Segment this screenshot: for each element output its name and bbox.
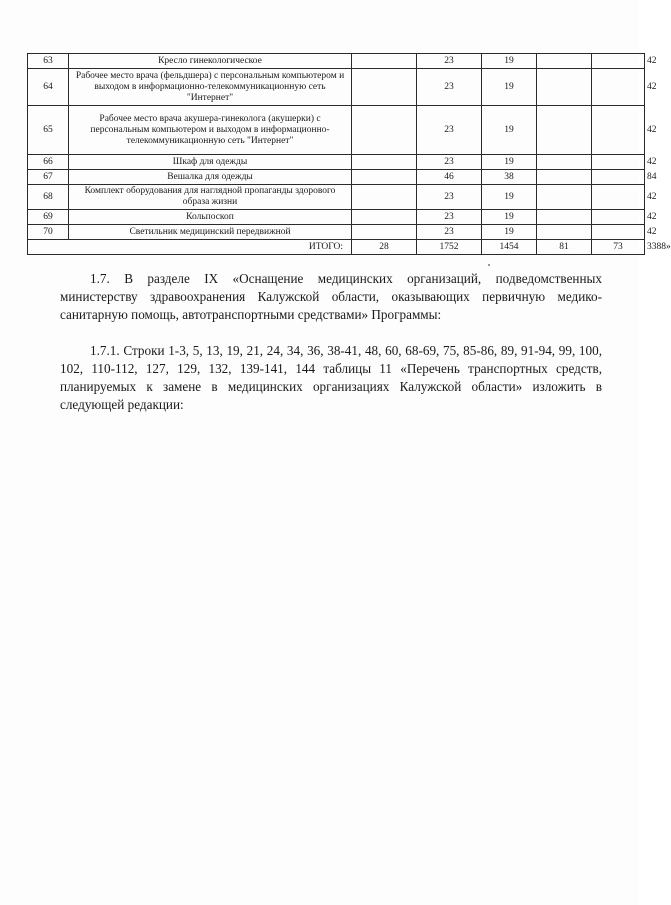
row-col-e	[592, 225, 645, 240]
row-name: Рабочее место врача (фельдшера) с персональным компьютером и выходом в информационно-телекоммуникационную сеть "Интернет"	[69, 69, 352, 106]
row-col-d	[537, 185, 592, 210]
row-col-d	[537, 155, 592, 170]
row-col-d	[537, 225, 592, 240]
row-col-a	[352, 185, 417, 210]
row-col-b: 23	[417, 106, 482, 155]
row-col-e	[592, 210, 645, 225]
row-name: Кольпоскоп	[69, 210, 352, 225]
row-name: Комплект оборудования для наглядной пропаганды здорового образа жизни	[69, 185, 352, 210]
row-name: Вешалка для одежды	[69, 170, 352, 185]
row-col-b: 23	[417, 54, 482, 69]
paragraph-1-7: 1.7. В разделе IX «Оснащение медицинских организаций, подведомственных министерству здравоохранения Калужской области, оказывающих первичную медико-санитарную помощь, автотранспортными средствами» Программы:	[60, 271, 602, 322]
row-name: Кресло гинекологическое	[69, 54, 352, 69]
paragraph-1-7-1: 1.7.1. Строки 1-3, 5, 13, 19, 21, 24, 34, 36, 38-41, 48, 60, 68-69, 75, 85-86, 89, 91-94, 99, 100, 102, 110-112, 127, 129, 132, 139-141, 144 таблицы 11 «Перечень транспортных средств, планируемых к замене в медицинских организациях Калужской области» изложить в следующей редакции:	[60, 343, 602, 412]
table-row: 63 Кресло гинекологическое 23 19 42	[28, 54, 645, 69]
row-number: 67	[28, 170, 69, 185]
table-row: 66 Шкаф для одежды 23 19 42	[28, 155, 645, 170]
row-col-c: 19	[482, 106, 537, 155]
row-col-e	[592, 155, 645, 170]
table-row: 65 Рабочее место врача акушера-гинеколога (акушерки) с персональным компьютером и выходом в информационно-телекоммуникационную сеть "Интернет" 23 19 42	[28, 106, 645, 155]
scan-speck	[488, 264, 490, 266]
row-col-e	[592, 54, 645, 69]
total-col-d: 81	[537, 240, 592, 255]
row-col-a	[352, 225, 417, 240]
table-row: 69 Кольпоскоп 23 19 42	[28, 210, 645, 225]
total-col-a: 28	[352, 240, 417, 255]
row-col-a	[352, 210, 417, 225]
row-col-b: 23	[417, 185, 482, 210]
row-col-c: 19	[482, 185, 537, 210]
row-number: 63	[28, 54, 69, 69]
total-col-e: 73	[592, 240, 645, 255]
row-number: 64	[28, 69, 69, 106]
row-col-c: 19	[482, 54, 537, 69]
equipment-table	[27, 53, 671, 255]
row-col-d	[537, 54, 592, 69]
row-name: Светильник медицинский передвижной	[69, 225, 352, 240]
row-col-b: 23	[417, 69, 482, 106]
row-number: 68	[28, 185, 69, 210]
equipment-table-body	[28, 54, 671, 255]
row-col-c: 38	[482, 170, 537, 185]
table-row: 67 Вешалка для одежды 46 38 84	[28, 170, 645, 185]
row-number: 69	[28, 210, 69, 225]
row-col-d	[537, 69, 592, 106]
row-col-d	[537, 210, 592, 225]
table-row: 70 Светильник медицинский передвижной 23 19 42	[28, 225, 645, 240]
row-col-e	[592, 69, 645, 106]
row-col-a	[352, 155, 417, 170]
row-col-a	[352, 54, 417, 69]
row-col-c: 19	[482, 155, 537, 170]
row-col-c: 19	[482, 69, 537, 106]
row-col-e	[592, 170, 645, 185]
total-col-c: 1454	[482, 240, 537, 255]
row-col-e	[592, 185, 645, 210]
row-col-b: 23	[417, 155, 482, 170]
row-col-d	[537, 170, 592, 185]
table-row: 64 Рабочее место врача (фельдшера) с персональным компьютером и выходом в информационно-телекоммуникационную сеть "Интернет" 23 19 42	[28, 69, 645, 106]
row-col-d	[537, 106, 592, 155]
row-number: 65	[28, 106, 69, 155]
total-col-b: 1752	[417, 240, 482, 255]
row-col-b: 23	[417, 225, 482, 240]
row-col-b: 23	[417, 210, 482, 225]
row-name: Рабочее место врача акушера-гинеколога (акушерки) с персональным компьютером и выходом в информационно-телекоммуникационную сеть "Интернет"	[69, 106, 352, 155]
row-col-c: 19	[482, 210, 537, 225]
table-total-row: ИТОГО: 28 1752 1454 81 73 3388»	[28, 240, 645, 255]
row-name: Шкаф для одежды	[69, 155, 352, 170]
row-number: 70	[28, 225, 69, 240]
row-col-e	[592, 106, 645, 155]
row-number: 66	[28, 155, 69, 170]
row-col-a	[352, 170, 417, 185]
row-col-c: 19	[482, 225, 537, 240]
total-label: ИТОГО:	[28, 240, 352, 255]
row-col-a	[352, 69, 417, 106]
row-col-a	[352, 106, 417, 155]
row-col-b: 46	[417, 170, 482, 185]
table-row: 68 Комплект оборудования для наглядной пропаганды здорового образа жизни 23 19 42	[28, 185, 645, 210]
